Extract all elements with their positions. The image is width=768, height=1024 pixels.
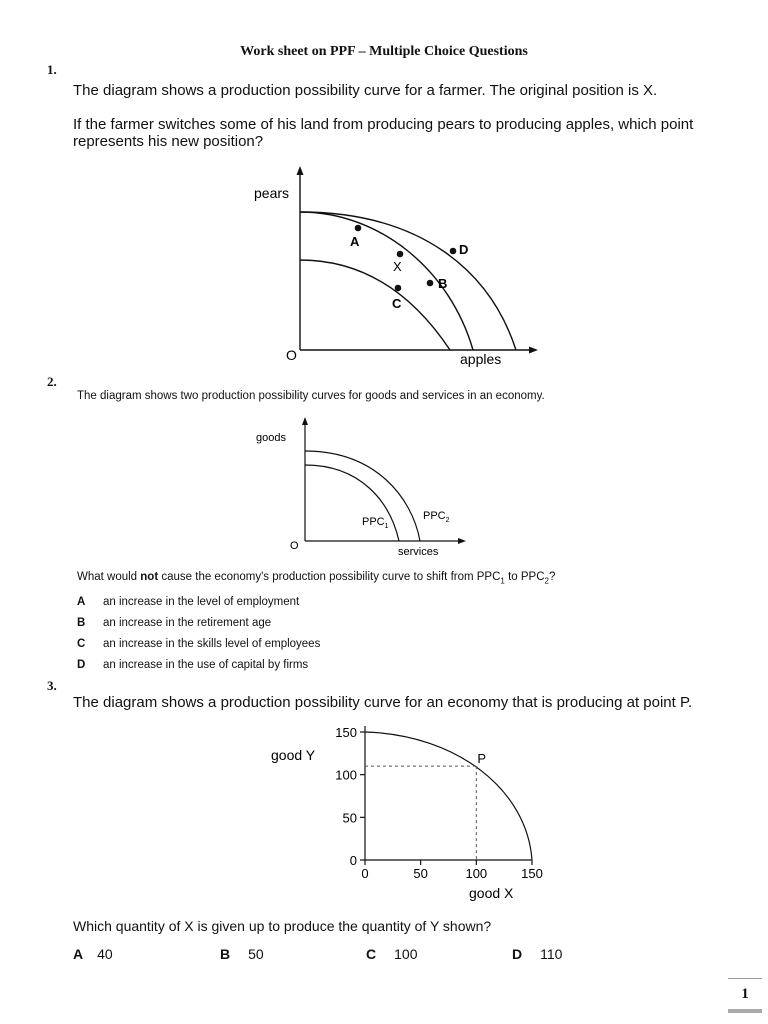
question-1-number: 1. [47,62,57,77]
q1-ppc-diagram [240,160,540,372]
q1-point-a-dot [355,225,362,232]
q1-point-c-label: C [392,296,402,311]
ppc1-label: $PPC_1$ [362,516,389,530]
worksheet-title: Work sheet on PPF – Multiple Choice Questions [240,44,528,59]
q3-y-label: good Y [271,747,316,763]
page-number: 1 [728,978,762,1013]
q3-x-label: good X [469,885,514,901]
question-1-line-3: represents his new position? [73,133,264,150]
q2-origin-label: O [290,540,299,552]
q1-y-label: pears [254,185,290,201]
question-1-line-2: If the farmer switches some of his land from producing pears to producing apples, which point [73,116,694,133]
question-3-prompt: Which quantity of X is given up to produce the quantity of Y shown? [73,918,492,934]
question-2-prompt: What would not cause the economy's production possibility curve to shift from $PPC_1$ to $PPC_2$? [77,571,556,586]
q3-x-tick-label: 100 [465,866,488,881]
q1-point-d-label: D [459,242,469,257]
q2-option-a: A an increase in the level of employment [77,596,300,608]
q1-point-a-label: A [350,234,360,249]
q1-point-b-label: B [438,276,448,291]
q2-y-label: goods [256,432,286,444]
q2-option-c: C an increase in the skills level of employees [77,638,321,650]
q1-point-x-dot [397,251,404,258]
q3-y-tick-label: 0 [349,853,357,868]
q3-ppc-chart [260,718,560,906]
q3-x-tick-label: 50 [413,866,428,881]
q2-x-axis-arrow [458,538,466,544]
q2-y-axis-arrow [302,417,308,425]
q3-point-p-label: P [477,751,487,767]
q1-point-b-dot [427,280,434,287]
q2-option-d: D an increase in the use of capital by firms [77,659,309,671]
q3-answer-b: B 50 [220,946,264,962]
q3-y-tick-label: 50 [342,810,357,826]
q1-origin-label: O [286,347,297,363]
q3-answer-a: A 40 [73,946,113,962]
question-2-text: The diagram shows two production possibility curves for goods and services in an economy. [77,390,545,402]
ppc2-label: $PPC_2$ [423,510,450,524]
q3-answer-c: C 100 [366,946,418,962]
q3-ppc-curve [365,732,532,860]
q3-y-tick-label: 100 [335,767,357,783]
q1-point-d-dot [450,248,457,255]
q3-y-tick-label: 150 [335,725,357,740]
q2-x-label: services [398,546,439,558]
q1-curve-inner [300,260,450,350]
q1-x-label: apples [460,351,502,367]
q1-point-x-label: X [393,259,402,274]
question-1-line-1: The diagram shows a production possibility curve for a farmer. The original position is X. [73,82,658,99]
question-2-number: 2. [47,374,57,389]
q3-x-tick-label: 0 [361,866,369,881]
q3-x-tick-label: 150 [521,866,543,881]
q1-curve-outer [300,212,516,350]
q1-y-axis-arrow [297,166,304,175]
q1-x-axis-arrow [529,347,538,354]
question-3-text: The diagram shows a production possibility curve for an economy that is producing at point P. [73,694,693,711]
q3-answer-d: D 110 [512,946,563,962]
q2-option-b: B an increase in the retirement age [77,617,272,629]
question-3-number: 3. [47,678,57,693]
q1-point-c-dot [395,285,402,292]
q2-ppc-diagram [250,413,480,561]
